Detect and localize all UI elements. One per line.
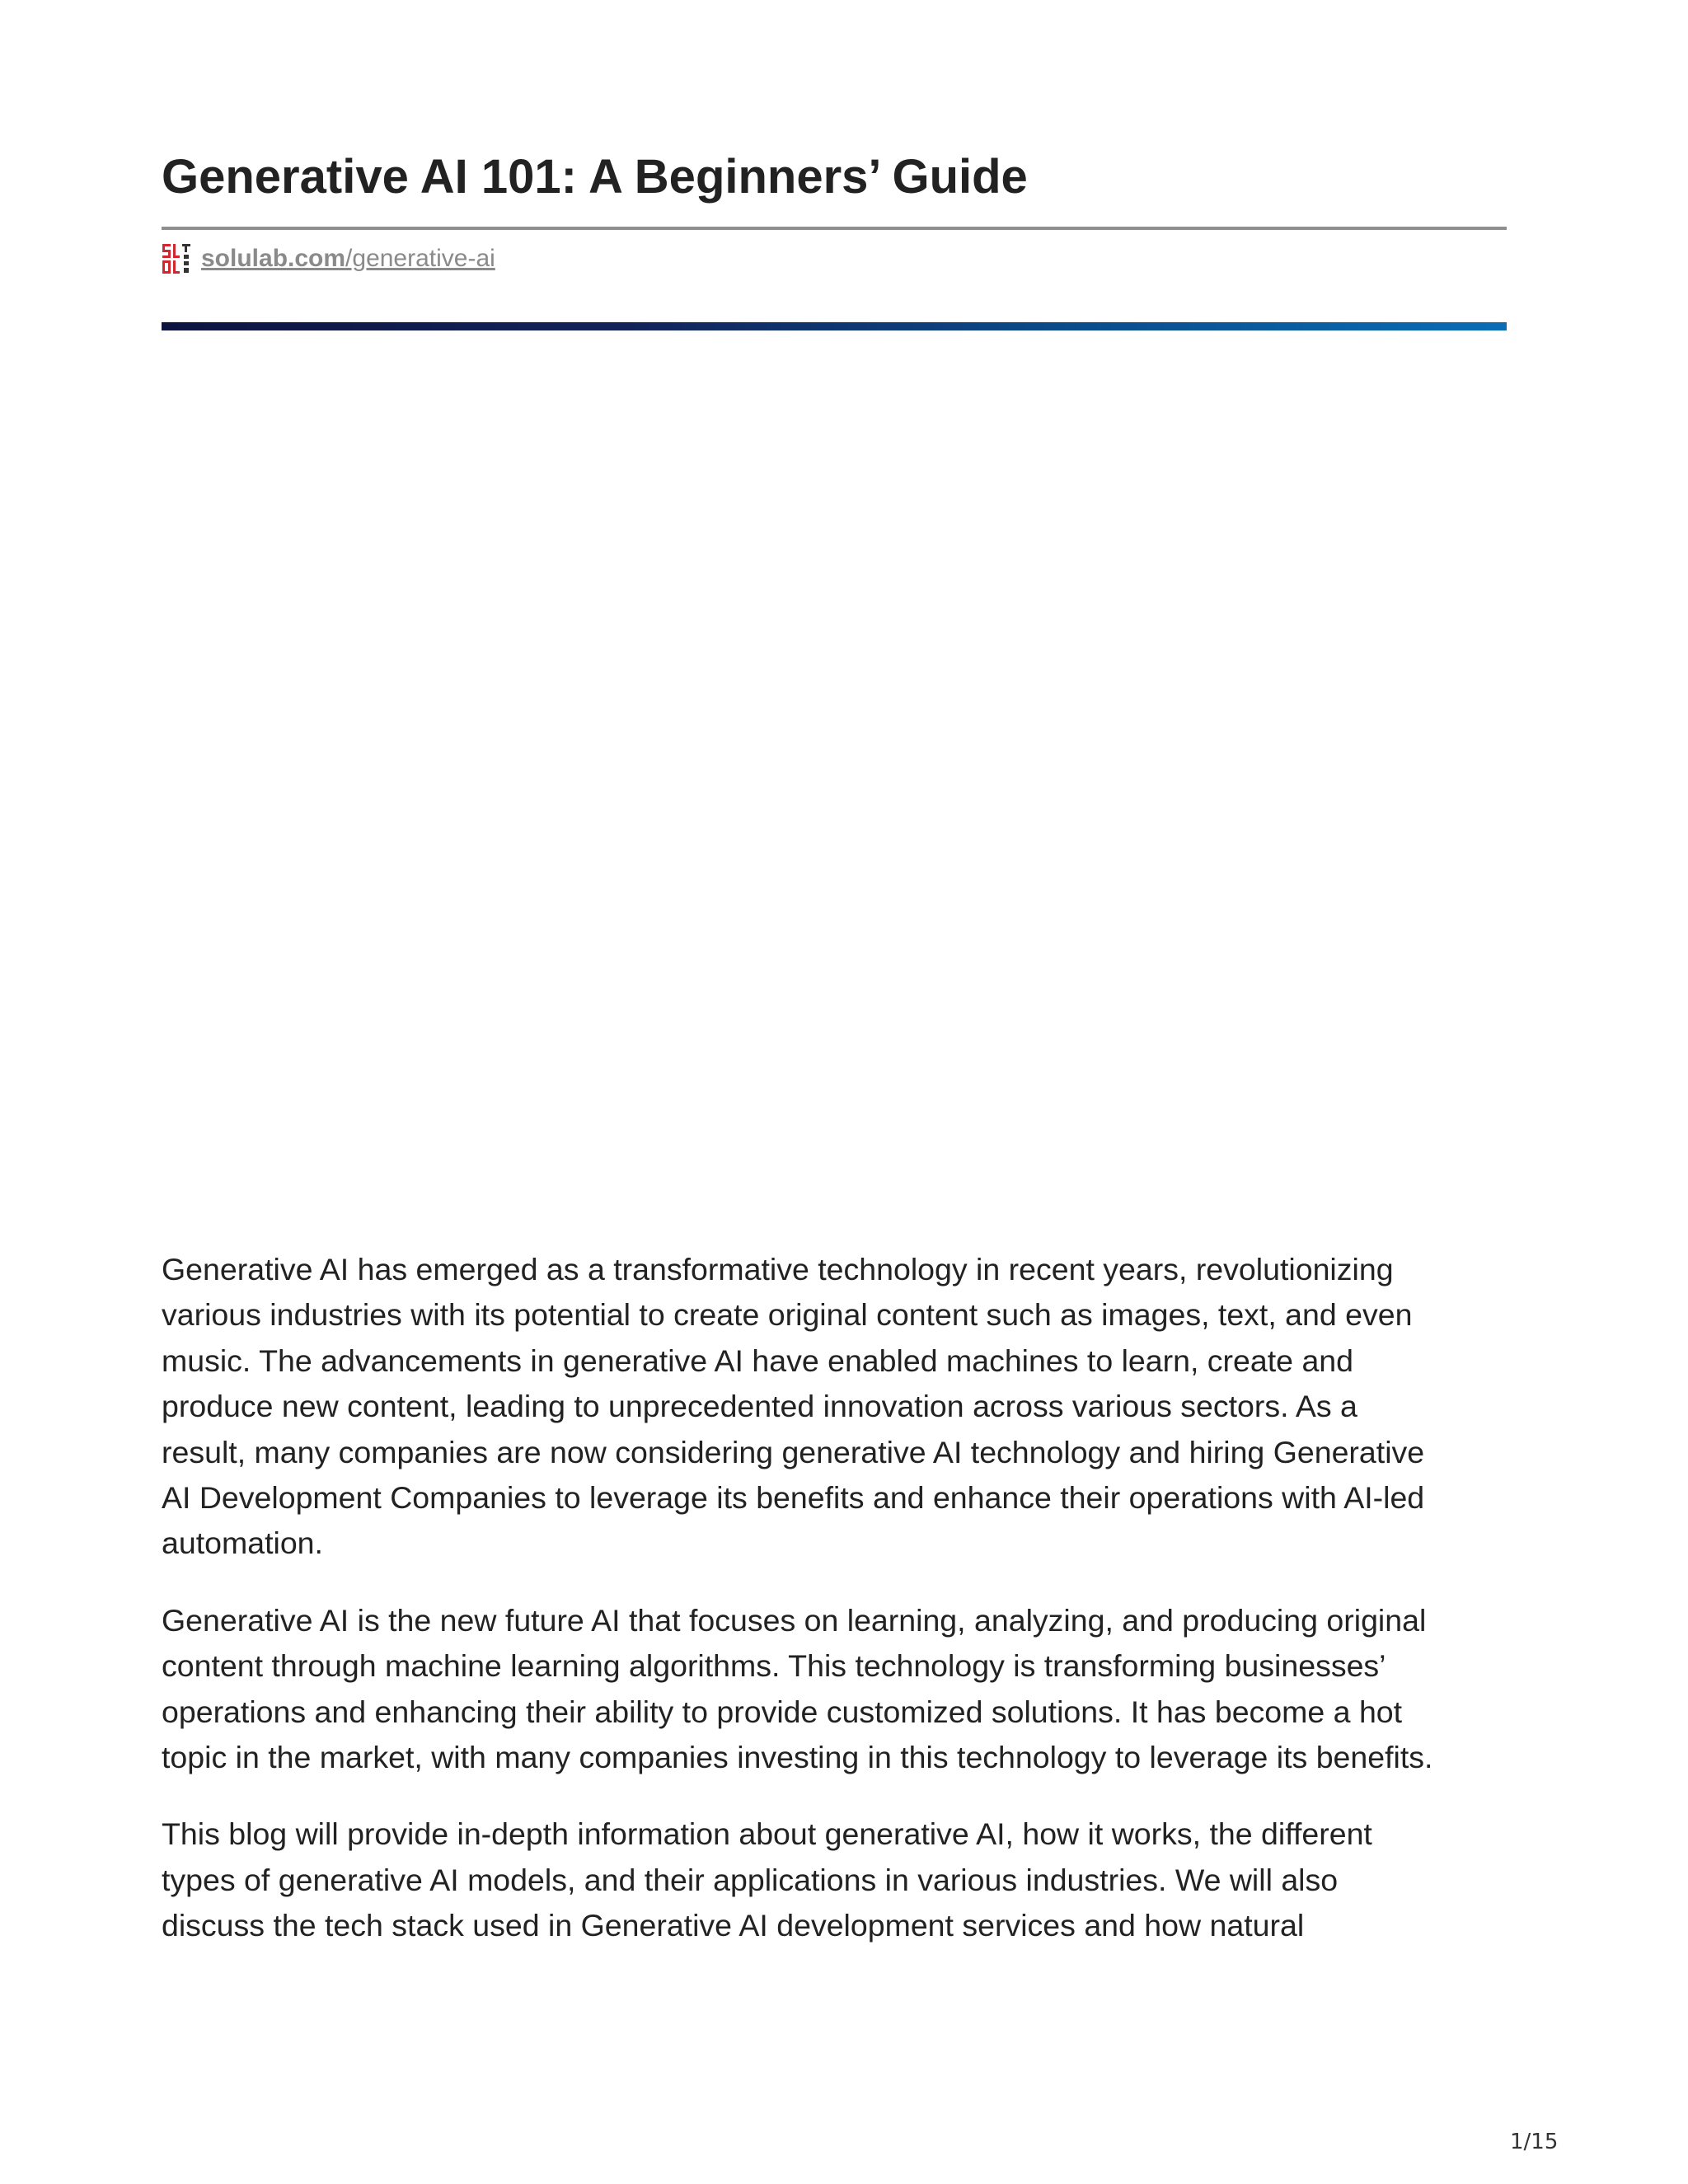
header-gradient-bar xyxy=(162,322,1507,330)
page-title: Generative AI 101: A Beginners’ Guide xyxy=(162,150,1028,204)
paragraph-line: various industries with its potential to create original content such as images, text, and even xyxy=(162,1297,1413,1333)
paragraph-line: music. The advancements in generative AI have enabled machines to learn, create and xyxy=(162,1343,1354,1378)
paragraph-line: content through machine learning algorithms. This technology is transforming businesses’ xyxy=(162,1648,1386,1684)
page-number: 1/15 xyxy=(1510,2130,1559,2154)
paragraph-line: produce new content, leading to unprecedented innovation across various sectors. As a xyxy=(162,1389,1357,1424)
source-path[interactable]: /generative-ai xyxy=(345,245,495,272)
paragraph-line: automation. xyxy=(162,1526,323,1561)
paragraph-line: topic in the market, with many companies investing in this technology to leverage its benefits. xyxy=(162,1740,1433,1775)
paragraph-intro xyxy=(162,1247,1513,1567)
paragraph-line: This blog will provide in-depth information about generative AI, how it works, the different xyxy=(162,1816,1372,1852)
paragraph-future-ai xyxy=(162,1598,1513,1781)
paragraph-line: discuss the tech stack used in Generative AI development services and how natural xyxy=(162,1908,1305,1943)
paragraph-line: types of generative AI models, and their applications in various industries. We will also xyxy=(162,1862,1339,1897)
paragraph-blog-overview xyxy=(162,1811,1513,1948)
title-divider xyxy=(162,227,1507,230)
paragraph-line: Generative AI is the new future AI that focuses on learning, analyzing, and producing original xyxy=(162,1602,1427,1638)
source-link-row xyxy=(162,242,495,275)
hero-image-area xyxy=(162,346,1507,1203)
solulab-logo-icon xyxy=(162,243,193,274)
paragraph-line: result, many companies are now considering generative AI technology and hiring Generative xyxy=(162,1434,1425,1469)
source-url-link[interactable] xyxy=(201,245,495,273)
article-body xyxy=(162,1247,1513,1980)
paragraph-line: AI Development Companies to leverage its benefits and enhance their operations with AI-led xyxy=(162,1480,1425,1516)
source-domain[interactable]: solulab.com xyxy=(201,245,346,272)
paragraph-line: Generative AI has emerged as a transformative technology in recent years, revolutionizing xyxy=(162,1252,1394,1286)
paragraph-line: operations and enhancing their ability to provide customized solutions. It has become a hot xyxy=(162,1694,1403,1729)
